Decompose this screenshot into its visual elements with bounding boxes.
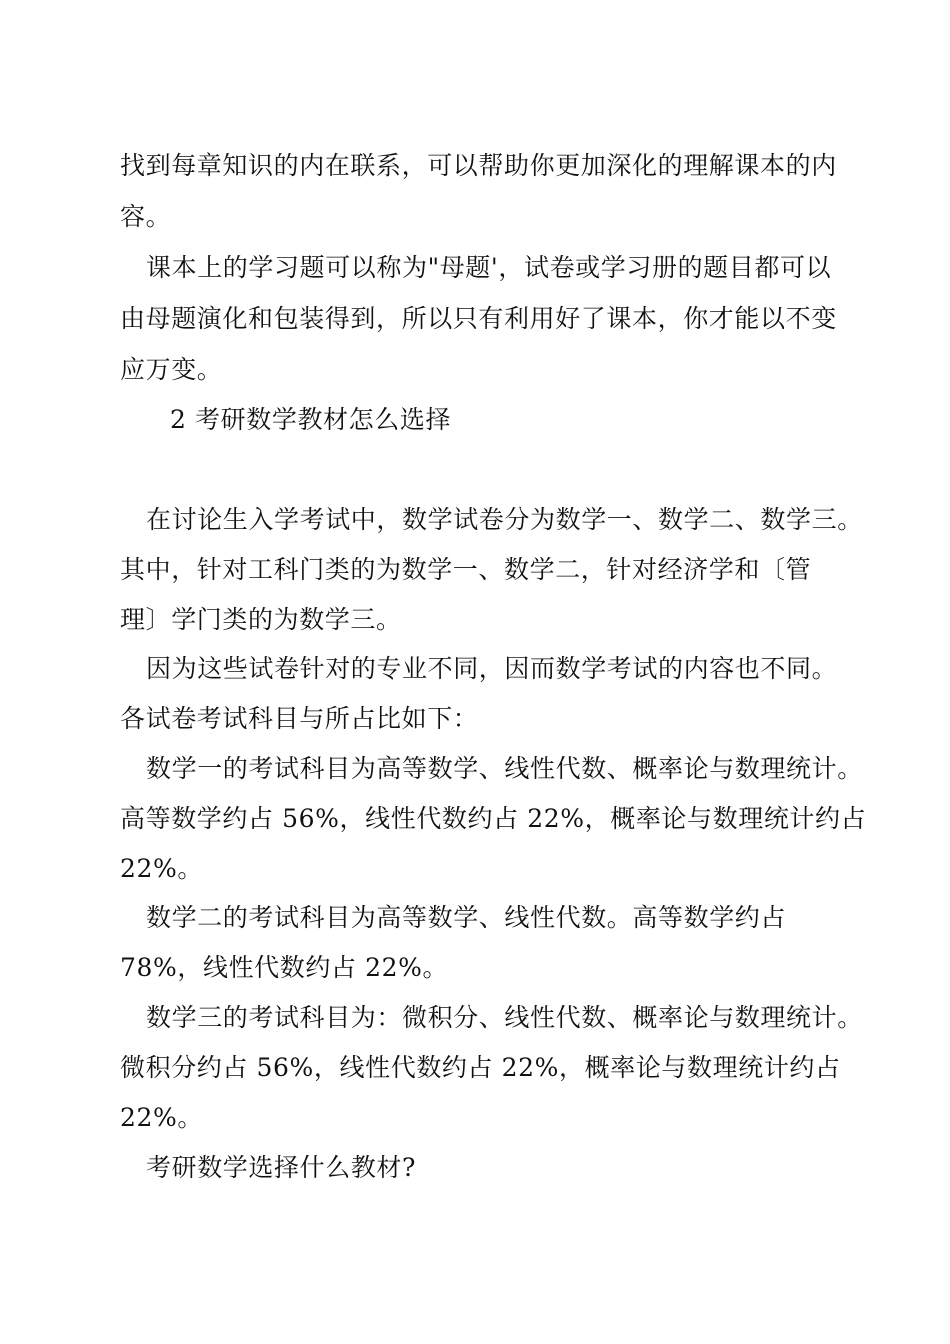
paragraph-line: 微积分约占 56%，线性代数约占 22%，概率论与数理统计约占 bbox=[120, 1053, 841, 1082]
paragraph-line: 在讨论生入学考试中，数学试卷分为数学一、数学二、数学三。 bbox=[146, 505, 863, 534]
paragraph-line: 课本上的学习题可以称为"母题'，试卷或学习册的题目都可以 bbox=[146, 253, 832, 282]
paragraph-line: 数学三的考试科目为：微积分、线性代数、概率论与数理统计。 bbox=[146, 1003, 863, 1032]
paragraph-line: 容。 bbox=[120, 202, 172, 231]
paragraph-line: 数学一的考试科目为高等数学、线性代数、概率论与数理统计。 bbox=[146, 754, 863, 783]
paragraph-line: 各试卷考试科目与所占比如下： bbox=[120, 704, 479, 733]
paragraph-line: 应万变。 bbox=[120, 355, 223, 384]
paragraph-line: 其中，针对工科门类的为数学一、数学二，针对经济学和〔管 bbox=[120, 555, 812, 584]
paragraph-line: 22%。 bbox=[120, 1103, 203, 1132]
paragraph-line: 高等数学约占 56%，线性代数约占 22%，概率论与数理统计约占 bbox=[120, 804, 867, 833]
paragraph-line: 数学二的考试科目为高等数学、线性代数。高等数学约占 bbox=[146, 903, 787, 932]
paragraph-line: 78%，线性代数约占 22%。 bbox=[120, 953, 449, 982]
paragraph-line: 22%。 bbox=[120, 854, 203, 883]
paragraph-line: 由母题演化和包装得到，所以只有利用好了课本，你才能以不变 bbox=[120, 304, 837, 333]
paragraph-line: 因为这些试卷针对的专业不同，因而数学考试的内容也不同。 bbox=[146, 654, 838, 683]
paragraph-line: 理〕学门类的为数学三。 bbox=[120, 605, 402, 634]
paragraph-line: 考研数学选择什么教材? bbox=[146, 1153, 417, 1182]
paragraph-line: 找到每章知识的内在联系，可以帮助你更加深化的理解课本的内 bbox=[120, 151, 837, 180]
section-heading: 2 考研数学教材怎么选择 bbox=[170, 405, 452, 434]
